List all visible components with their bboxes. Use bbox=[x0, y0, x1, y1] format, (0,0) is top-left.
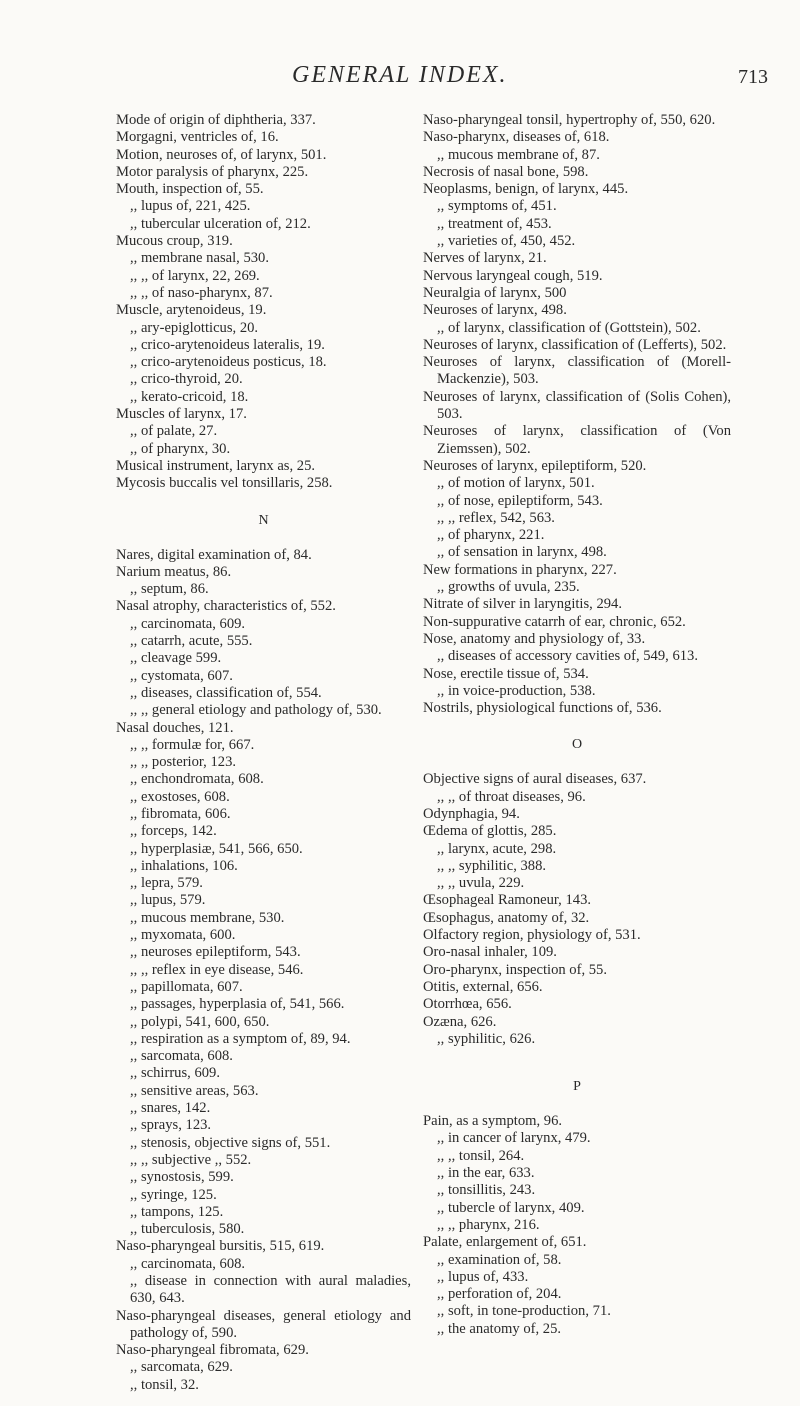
index-entry: Olfactory region, physiology of, 531. bbox=[423, 927, 641, 944]
index-subentry: ,, ary-epiglotticus, 20. bbox=[130, 319, 259, 336]
index-subentry: ,, membrane nasal, 530. bbox=[130, 250, 270, 267]
index-subentry: ,, sarcomata, 608. bbox=[130, 1048, 233, 1065]
index-subentry: ,, snares, 142. bbox=[130, 1100, 211, 1117]
index-entry: Muscle, arytenoideus, 19. bbox=[116, 302, 267, 319]
index-subentry: ,, fibromata, 606. bbox=[130, 805, 231, 822]
right-column bbox=[423, 112, 731, 1338]
index-subentry: ,, stenosis, objective signs of, 551. bbox=[130, 1134, 331, 1151]
index-entry: Œsophagus, anatomy of, 32. bbox=[423, 909, 590, 926]
index-entry: Neoplasms, benign, of larynx, 445. bbox=[423, 181, 629, 198]
index-entry: Neuroses of larynx, 498. bbox=[423, 302, 567, 319]
index-entry: Nasal atrophy, characteristics of, 552. bbox=[116, 598, 336, 615]
index-entry: Neuroses of larynx, classification of (Von Ziemssen), 502. bbox=[423, 423, 731, 457]
index-subentry: ,, crico-thyroid, 20. bbox=[130, 371, 243, 388]
index-subentry: ,, septum, 86. bbox=[130, 581, 209, 598]
index-entry: Morgagni, ventricles of, 16. bbox=[116, 129, 279, 146]
index-entry: Nitrate of silver in laryngitis, 294. bbox=[423, 596, 623, 613]
index-subentry: ,, schirrus, 609. bbox=[130, 1065, 220, 1082]
running-title: GENERAL INDEX. bbox=[292, 62, 508, 88]
index-entry: Odynphagia, 94. bbox=[423, 805, 520, 822]
index-subentry: ,, tonsillitis, 243. bbox=[437, 1182, 536, 1199]
index-subentry: ,, ,, of throat diseases, 96. bbox=[437, 788, 586, 805]
index-subentry: ,, papillomata, 607. bbox=[130, 978, 243, 995]
index-entry: Nasal douches, 121. bbox=[116, 719, 234, 736]
index-subentry: ,, examination of, 58. bbox=[437, 1251, 562, 1268]
index-subentry: ,, ,, of larynx, 22, 269. bbox=[130, 267, 260, 284]
index-entry: Palate, enlargement of, 651. bbox=[423, 1234, 587, 1251]
index-subentry: ,, cleavage 599. bbox=[130, 650, 222, 667]
index-subentry: ,, forceps, 142. bbox=[130, 823, 217, 840]
section-letter-n: N bbox=[258, 512, 269, 528]
index-subentry: ,, enchondromata, 608. bbox=[130, 771, 264, 788]
index-subentry: ,, polypi, 541, 600, 650. bbox=[130, 1013, 270, 1030]
index-entry: Naso-pharyngeal bursitis, 515, 619. bbox=[116, 1238, 325, 1255]
section-letter-p: P bbox=[573, 1079, 581, 1095]
index-subentry: ,, of larynx, classification of (Gottstein), 502. bbox=[437, 319, 701, 336]
index-entry: Motion, neuroses of, of larynx, 501. bbox=[116, 146, 327, 163]
index-subentry: ,, of palate, 27. bbox=[130, 423, 218, 440]
index-subentry: ,, lupus, 579. bbox=[130, 892, 206, 909]
index-subentry: ,, ,, reflex in eye disease, 546. bbox=[130, 961, 304, 978]
index-subentry: ,, exostoses, 608. bbox=[130, 788, 230, 805]
index-subentry: ,, ,, posterior, 123. bbox=[130, 754, 237, 771]
index-entry: Mode of origin of diphtheria, 337. bbox=[116, 112, 316, 128]
index-subentry: ,, ,, subjective ,, 552. bbox=[130, 1151, 252, 1168]
index-subentry: ,, ,, formulæ for, 667. bbox=[130, 736, 255, 753]
index-entry: Neuroses of larynx, classification of (Solis Cohen), 503. bbox=[423, 388, 731, 423]
index-entry: Neuralgia of larynx, 500 bbox=[423, 284, 567, 301]
index-entry: Pain, as a symptom, 96. bbox=[423, 1113, 563, 1130]
index-subentry: ,, tubercular ulceration of, 212. bbox=[130, 215, 311, 232]
index-subentry: ,, tuberculosis, 580. bbox=[130, 1221, 245, 1238]
index-subentry: ,, ,, syphilitic, 388. bbox=[437, 857, 547, 874]
index-subentry: ,, diseases, classification of, 554. bbox=[130, 684, 322, 701]
index-subentry: ,, sarcomata, 629. bbox=[130, 1359, 233, 1376]
index-subentry: ,, crico-arytenoideus posticus, 18. bbox=[130, 354, 327, 371]
index-subentry: ,, passages, hyperplasia of, 541, 566. bbox=[130, 996, 345, 1013]
index-subentry: ,, diseases of accessory cavities of, 549, 613. bbox=[437, 648, 698, 665]
index-subentry: ,, kerato-cricoid, 18. bbox=[130, 388, 249, 405]
index-subentry: ,, symptoms of, 451. bbox=[437, 198, 557, 215]
index-subentry: ,, of sensation in larynx, 498. bbox=[437, 544, 607, 561]
index-entry: Nervous laryngeal cough, 519. bbox=[423, 267, 603, 284]
index-subentry: ,, ,, general etiology and pathology of, 530. bbox=[130, 702, 382, 719]
index-subentry: ,, of pharynx, 30. bbox=[130, 440, 231, 457]
index-subentry: ,, ,, reflex, 542, 563. bbox=[437, 509, 555, 526]
section-letter-o: O bbox=[571, 737, 583, 753]
index-entry: Otorrhœa, 656. bbox=[423, 996, 512, 1013]
index-subentry: ,, hyperplasiæ, 541, 566, 650. bbox=[130, 840, 303, 857]
index-entry: Naso-pharyngeal fibromata, 629. bbox=[116, 1342, 309, 1359]
index-entry: Narium meatus, 86. bbox=[116, 563, 232, 580]
index-subentry: ,, cystomata, 607. bbox=[130, 667, 233, 684]
index-subentry: ,, syphilitic, 626. bbox=[437, 1030, 536, 1047]
index-subentry: ,, lupus of, 433. bbox=[437, 1268, 529, 1285]
index-subentry: ,, tubercle of larynx, 409. bbox=[437, 1199, 585, 1216]
index-entry: Nares, digital examination of, 84. bbox=[116, 546, 312, 563]
index-subentry: ,, lepra, 579. bbox=[130, 875, 203, 892]
index-subentry: ,, disease in connection with aural maladies, 630, 643. bbox=[130, 1273, 411, 1307]
index-subentry: ,, sprays, 123. bbox=[130, 1117, 212, 1134]
index-subentry: ,, the anatomy of, 25. bbox=[437, 1320, 562, 1337]
index-subentry: ,, treatment of, 453. bbox=[437, 215, 552, 232]
index-entry: Mouth, inspection of, 55. bbox=[116, 181, 264, 198]
index-entry: Ozæna, 626. bbox=[423, 1013, 497, 1030]
index-subentry: ,, mucous membrane, 530. bbox=[130, 909, 285, 926]
index-subentry: ,, inhalations, 106. bbox=[130, 857, 238, 874]
index-subentry: ,, synostosis, 599. bbox=[130, 1169, 234, 1186]
index-entry: Neuroses of larynx, classification of (Lefferts), 502. bbox=[423, 336, 727, 353]
index-entry: Muscles of larynx, 17. bbox=[116, 406, 247, 423]
index-subentry: ,, myxomata, 600. bbox=[130, 927, 236, 944]
index-entry: Motor paralysis of pharynx, 225. bbox=[116, 163, 309, 180]
index-subentry: ,, mucous membrane of, 87. bbox=[437, 146, 600, 163]
index-subentry: ,, larynx, acute, 298. bbox=[437, 840, 557, 857]
index-entry: Neuroses of larynx, epileptiform, 520. bbox=[423, 457, 647, 474]
index-subentry: ,, soft, in tone-production, 71. bbox=[437, 1303, 611, 1320]
index-subentry: ,, in voice-production, 538. bbox=[437, 682, 596, 699]
index-entry: Musical instrument, larynx as, 25. bbox=[116, 457, 316, 474]
index-subentry: ,, of nose, epileptiform, 543. bbox=[437, 492, 603, 509]
index-subentry: ,, crico-arytenoideus lateralis, 19. bbox=[130, 336, 325, 353]
index-entry: Otitis, external, 656. bbox=[423, 978, 543, 995]
index-subentry: ,, growths of uvula, 235. bbox=[437, 579, 580, 596]
index-entry: Naso-pharynx, diseases of, 618. bbox=[423, 129, 610, 146]
index-subentry: ,, perforation of, 204. bbox=[437, 1286, 562, 1303]
page-number: 713 bbox=[738, 66, 768, 88]
index-subentry: ,, of pharynx, 221. bbox=[437, 527, 545, 544]
index-subentry: ,, carcinomata, 609. bbox=[130, 615, 246, 632]
index-entry: Nose, anatomy and physiology of, 33. bbox=[423, 630, 646, 647]
index-entry: Naso-pharyngeal tonsil, hypertrophy of, 550, 620. bbox=[423, 112, 716, 128]
index-entry: Neuroses of larynx, classification of (Morell-Mackenzie), 503. bbox=[423, 354, 731, 388]
index-subentry: ,, carcinomata, 608. bbox=[130, 1255, 246, 1272]
index-entry: Mucous croup, 319. bbox=[116, 233, 233, 250]
page-header bbox=[0, 62, 800, 98]
index-subentry: ,, ,, pharynx, 216. bbox=[437, 1216, 540, 1233]
index-subentry: ,, tampons, 125. bbox=[130, 1203, 224, 1220]
index-subentry: ,, of motion of larynx, 501. bbox=[437, 475, 595, 492]
index-subentry: ,, sensitive areas, 563. bbox=[130, 1082, 259, 1099]
index-subentry: ,, ,, tonsil, 264. bbox=[437, 1147, 525, 1164]
index-entry: Naso-pharyngeal diseases, general etiology and pathology of, 590. bbox=[116, 1307, 411, 1341]
index-entry: Oro-nasal inhaler, 109. bbox=[423, 944, 557, 961]
index-entry: Nostrils, physiological functions of, 536. bbox=[423, 700, 662, 717]
index-subentry: ,, tonsil, 32. bbox=[130, 1376, 199, 1393]
index-entry: Non-suppurative catarrh of ear, chronic, 652. bbox=[423, 613, 686, 630]
index-entry: Mycosis buccalis vel tonsillaris, 258. bbox=[116, 475, 333, 492]
index-entry: New formations in pharynx, 227. bbox=[423, 561, 617, 578]
index-entry: Necrosis of nasal bone, 598. bbox=[423, 163, 589, 180]
index-subentry: ,, in cancer of larynx, 479. bbox=[437, 1130, 591, 1147]
index-subentry: ,, catarrh, acute, 555. bbox=[130, 633, 253, 650]
left-column bbox=[116, 112, 411, 1394]
index-entry: Objective signs of aural diseases, 637. bbox=[423, 771, 647, 788]
index-subentry: ,, neuroses epileptiform, 543. bbox=[130, 944, 301, 961]
index-subentry: ,, ,, uvula, 229. bbox=[437, 875, 525, 892]
index-subentry: ,, lupus of, 221, 425. bbox=[130, 198, 251, 215]
index-subentry: ,, ,, of naso-pharynx, 87. bbox=[130, 284, 273, 301]
index-entry: Oro-pharynx, inspection of, 55. bbox=[423, 961, 608, 978]
index-entry: Œsophageal Ramoneur, 143. bbox=[423, 892, 592, 909]
index-entry: Œdema of glottis, 285. bbox=[423, 823, 557, 840]
index-subentry: ,, in the ear, 633. bbox=[437, 1165, 535, 1182]
index-subentry: ,, varieties of, 450, 452. bbox=[437, 233, 576, 250]
index-entry: Nerves of larynx, 21. bbox=[423, 250, 547, 267]
index-subentry: ,, respiration as a symptom of, 89, 94. bbox=[130, 1030, 351, 1047]
index-subentry: ,, syringe, 125. bbox=[130, 1186, 217, 1203]
index-entry: Nose, erectile tissue of, 534. bbox=[423, 665, 589, 682]
